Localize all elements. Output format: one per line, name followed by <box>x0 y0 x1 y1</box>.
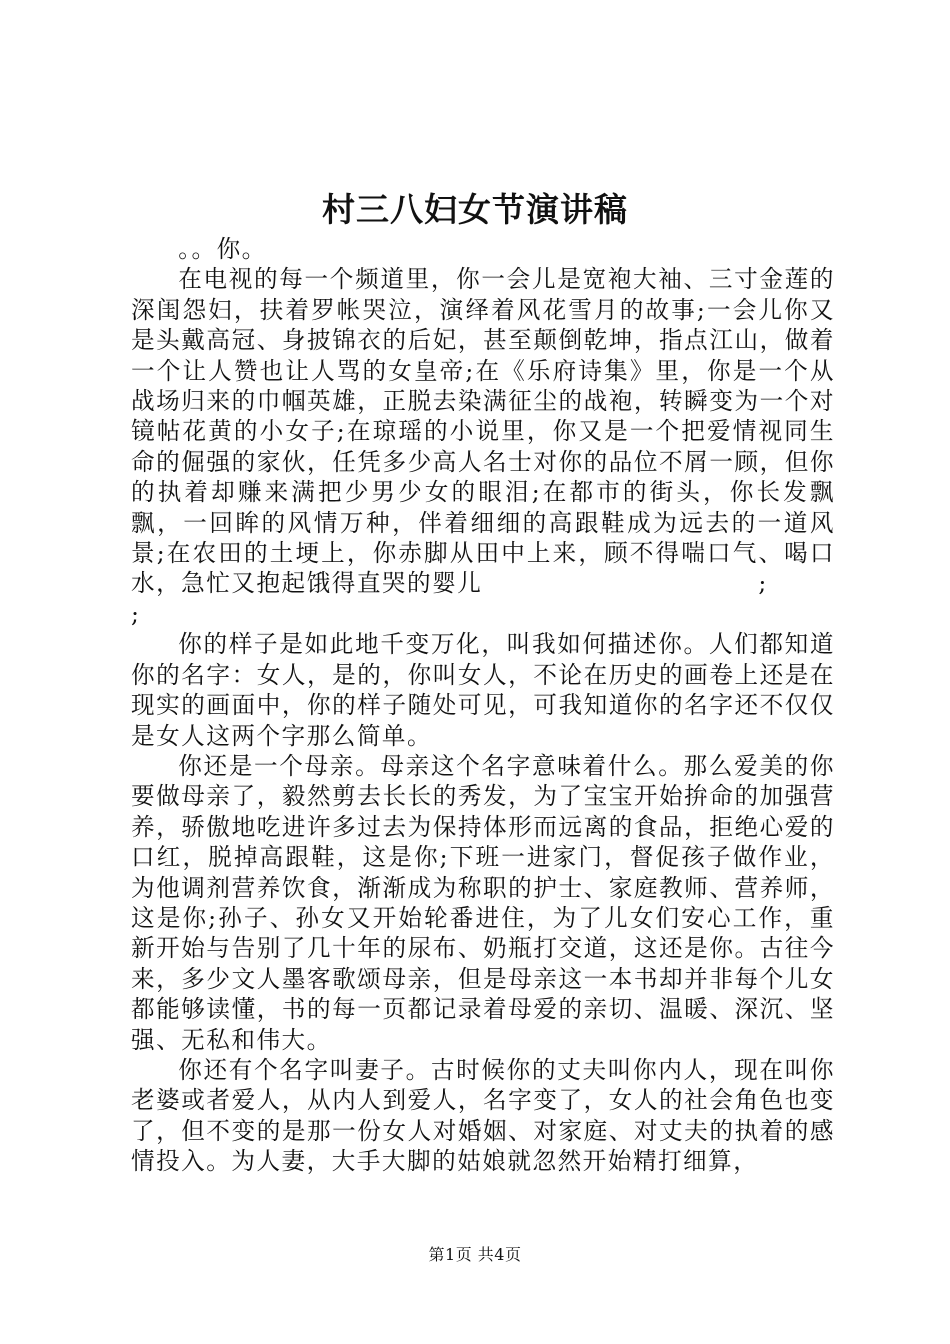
document-body <box>131 234 835 1177</box>
paragraph: ; <box>131 599 141 628</box>
paragraph: 。。你。 <box>178 235 267 263</box>
paragraph: 在电视的每一个频道里，你一会儿是宽袍大袖、三寸金莲的深闺怨妇，扶着罗帐哭泣，演绎着风花雪月的故事;一会儿你又是头戴高冠、身披锦衣的后妃，甚至颠倒乾坤，指点江山，做着一个让人赞也让人骂的女皇帝;在《乐府诗集》里，你是一个从战场归来的巾帼英雄，正脱去染满征尘的战袍，转瞬变为一个对镜帖花黄的小女子;在琼瑶的小说里，你又是一个把爱情视同生命的倔强的家伙，任凭多少高人名士对你的品位不屑一顾，但你的执着却赚来满把少男少女的眼泪;在都市的街头，你长发飘飘，一回眸的风情万种，伴着细细的高跟鞋成为远去的一道风景;在农田的土埂上，你赤脚从田中上来，顾不得喘口气、喝口水，急忙又抱起饿得直哭的婴儿 ; <box>131 265 835 598</box>
page-number: 第1页 共4页 <box>428 1245 522 1264</box>
paragraph: 你还有个名字叫妻子。古时候你的丈夫叫你内人，现在叫你老婆或者爱人，从内人到爱人，名字变了，女人的社会角色也变了，但不变的是那一份女人对婚姻、对家庭、对丈夫的执着的感情投入。为人妻，大手大脚的姑娘就忽然开始精打细算， <box>131 1055 835 1176</box>
document-title: 村三八妇女节演讲稿 <box>322 190 628 229</box>
paragraph: 你还是一个母亲。母亲这个名字意味着什么。那么爱美的你要做母亲了，毅然剪去长长的秀发，为了宝宝开始拚命的加强营养，骄傲地吃进许多过去为保持体形而远离的食品，拒绝心爱的口红，脱掉高跟鞋，这是你;下班一进家门，督促孩子做作业，为他调剂营养饮食，渐渐成为称职的护士、家庭教师、营养师，这是你;孙子、孙女又开始轮番进住，为了儿女们安心工作，重新开始与告别了几十年的尿布、奶瓶打交道，这还是你。古往今来，多少文人墨客歌颂母亲，但是母亲这一本书却并非每个儿女都能够读懂，书的每一页都记录着母爱的亲切、温暖、深沉、坚强、无私和伟大。 <box>131 751 835 1054</box>
paragraph: 你的样子是如此地千变万化，叫我如何描述你。人们都知道你的名字：女人，是的，你叫女人，不论在历史的画卷上还是在现实的画面中，你的样子随处可见，可我知道你的名字还不仅仅是女人这两个字那么简单。 <box>131 630 835 750</box>
